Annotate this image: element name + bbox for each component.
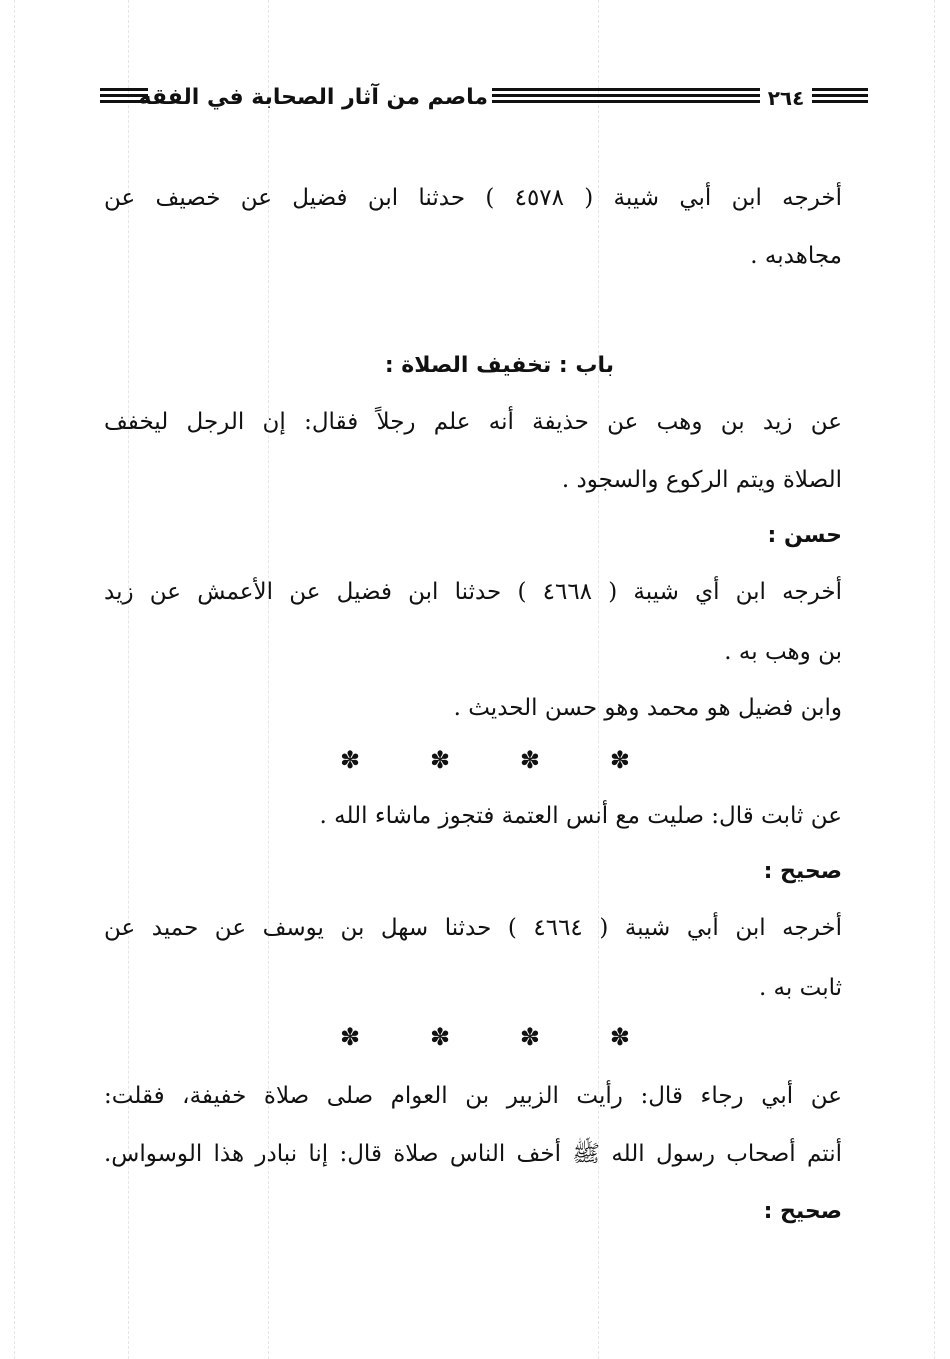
asterism-icon: ✽ xyxy=(429,1023,451,1051)
header-rule-right xyxy=(812,88,868,108)
asterism-icon: ✽ xyxy=(609,1023,630,1051)
grade-label: صحيح : xyxy=(763,859,842,884)
asterism-icon: ✽ xyxy=(519,746,541,774)
asterism-icon: ✽ xyxy=(340,1023,361,1051)
text-line: عن ثابت قال: صليت مع أنس العتمة فتجوز ماشاء الله . xyxy=(319,803,842,829)
asterism-icon: ✽ xyxy=(340,746,361,774)
page-number: ٢٦٤ xyxy=(767,86,805,110)
section-separator xyxy=(340,745,630,775)
section-separator xyxy=(340,1022,630,1052)
header-rule-middle xyxy=(492,88,760,108)
grade-label: حسن : xyxy=(767,523,842,548)
text-line: أنتم أصحاب رسول الله ﷺ أخف الناس صلاة قال: إنا نبادر هذا الوسواس. xyxy=(104,1141,842,1167)
chapter-heading: باب : تخفيف الصلاة : xyxy=(384,353,614,378)
text-line: عن أبي رجاء قال: رأيت الزبير بن العوام صلى صلاة خفيفة، فقلت: xyxy=(104,1083,842,1109)
text-line: أخرجه ابن أبي شيبة ( ٤٦٦٤ ) حدثنا سهل بن يوسف عن حميد عن xyxy=(104,915,842,941)
asterism-icon: ✽ xyxy=(519,1023,541,1051)
running-title: ماصم من آثار الصحابة في الفقه xyxy=(138,85,488,110)
text-line: بن وهب به . xyxy=(724,639,842,665)
text-line: وابن فضيل هو محمد وهو حسن الحديث . xyxy=(453,695,842,721)
text-line: أخرجه ابن أبي شيبة ( ٤٥٧٨ ) حدثنا ابن فضيل عن خصيف عن xyxy=(104,185,843,211)
text-line: عن زيد بن وهب عن حذيفة أنه علم رجلاً فقال: إن الرجل ليخفف xyxy=(104,409,842,435)
text-line: أخرجه ابن أي شيبة ( ٤٦٦٨ ) حدثنا ابن فضيل عن الأعمش عن زيد xyxy=(104,579,842,605)
page-header xyxy=(100,78,868,118)
asterism-icon: ✽ xyxy=(609,746,630,774)
text-line: مجاهدبه . xyxy=(750,243,842,269)
scan-guide-line xyxy=(14,0,15,1359)
text-line: ثابت به . xyxy=(758,975,842,1001)
asterism-icon: ✽ xyxy=(429,746,451,774)
scan-guide-line xyxy=(934,0,935,1359)
grade-label: صحيح : xyxy=(763,1199,842,1224)
text-line: الصلاة ويتم الركوع والسجود . xyxy=(561,467,842,493)
